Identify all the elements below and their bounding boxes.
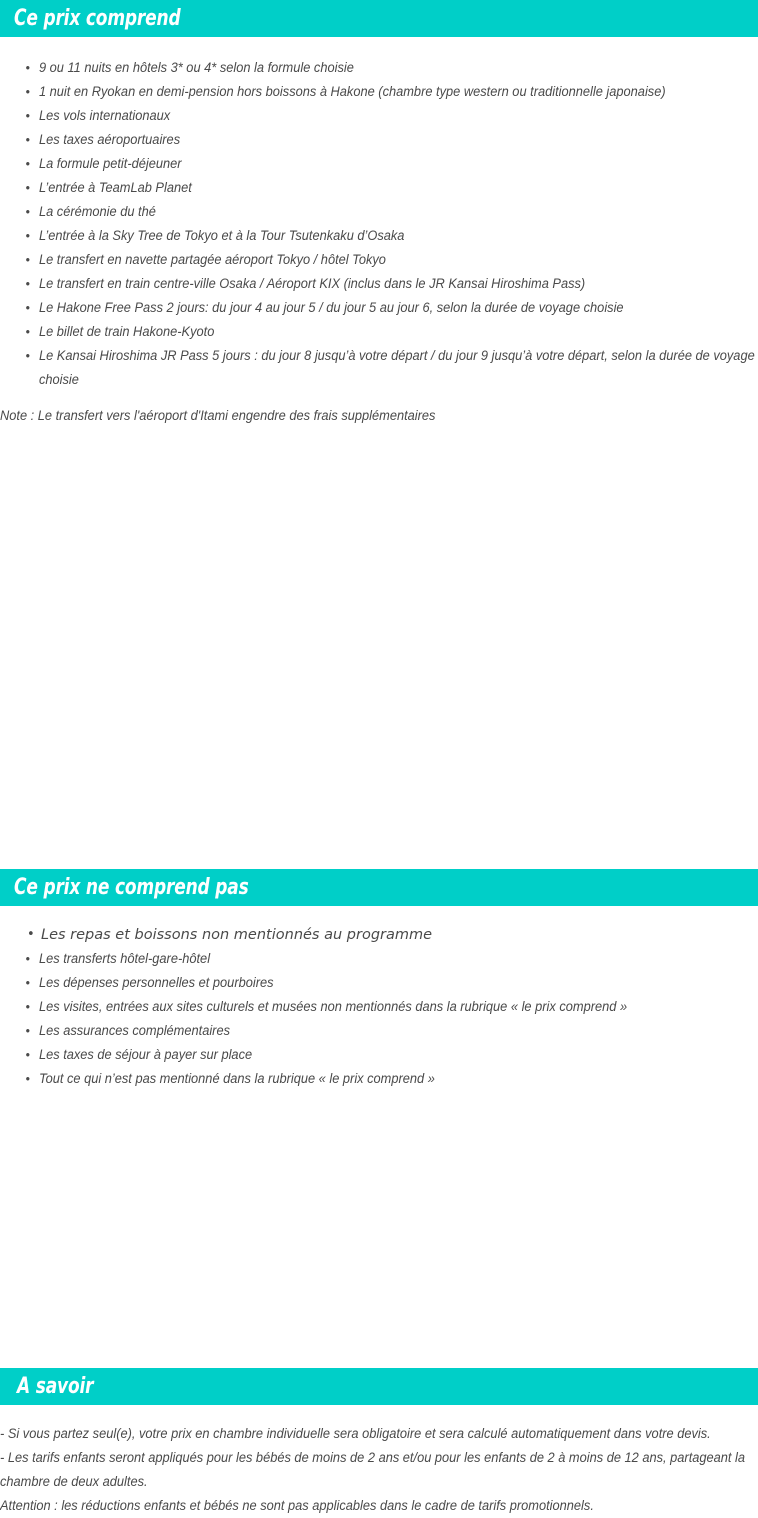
list-item: • Tout ce qui n’est pas mentionné dans la rubrique « le prix comprend » xyxy=(0,1067,758,1091)
list-item: • Les repas et boissons non mentionnés au programme xyxy=(0,923,758,947)
included-items-list xyxy=(0,56,758,392)
section-header-ce-prix-ne-comprend-pas xyxy=(0,869,758,906)
list-item: • Le transfert en navette partagée aéroport Tokyo / hôtel Tokyo xyxy=(0,248,758,272)
list-item: • 1 nuit en Ryokan en demi-pension hors boissons à Hakone (chambre type western ou traditionnelle japonaise) xyxy=(0,80,758,104)
section-header-ce-prix-comprend xyxy=(0,0,758,37)
list-item: • Les visites, entrées aux sites culturels et musées non mentionnés dans la rubrique « le prix comprend » xyxy=(0,995,758,1019)
included-note: Note : Le transfert vers l'aéroport d'Itami engendre des frais supplémentaires xyxy=(0,408,436,423)
section-body-ce-prix-ne-comprend-pas xyxy=(0,923,758,1091)
info-paragraph: Attention : les réductions enfants et bébés ne sont pas applicables dans le cadre de tarifs promotionnels. xyxy=(0,1498,594,1513)
section-title-a-savoir: A savoir xyxy=(17,1373,94,1399)
list-item: • La formule petit-déjeuner xyxy=(0,152,758,176)
section-body-a-savoir xyxy=(0,1422,758,1518)
list-item: • Les transferts hôtel-gare-hôtel xyxy=(0,947,758,971)
list-item: • Le Hakone Free Pass 2 jours: du jour 4 au jour 5 / du jour 5 au jour 6, selon la durée de voyage choisie xyxy=(0,296,758,320)
section-body-ce-prix-comprend xyxy=(0,56,758,428)
list-item: • Le Kansai Hiroshima JR Pass 5 jours : du jour 8 jusqu’à votre départ / du jour 9 jusqu’à votre départ, selon la durée de voyage choisie xyxy=(0,344,758,392)
list-item: • L’entrée à la Sky Tree de Tokyo et à la Tour Tsutenkaku d’Osaka xyxy=(0,224,758,248)
list-item: • L’entrée à TeamLab Planet xyxy=(0,176,758,200)
list-item: • Les assurances complémentaires xyxy=(0,1019,758,1043)
list-item: • Les vols internationaux xyxy=(0,104,758,128)
section-title-ce-prix-comprend: Ce prix comprend xyxy=(14,5,181,31)
list-item: • Le transfert en train centre-ville Osaka / Aéroport KIX (inclus dans le JR Kansai Hiroshima Pass) xyxy=(0,272,758,296)
list-item: • La cérémonie du thé xyxy=(0,200,758,224)
excluded-items-list xyxy=(0,923,758,1091)
section-title-ce-prix-ne-comprend-pas: Ce prix ne comprend pas xyxy=(14,874,249,900)
info-paragraph: - Si vous partez seul(e), votre prix en chambre individuelle sera obligatoire et sera calculé automatiquement dans votre devis. xyxy=(0,1426,711,1441)
list-item: • Le billet de train Hakone-Kyoto xyxy=(0,320,758,344)
list-item: • Les taxes de séjour à payer sur place xyxy=(0,1043,758,1067)
info-paragraph: - Les tarifs enfants seront appliqués pour les bébés de moins de 2 ans et/ou pour les enfants de 2 à moins de 12 ans, partageant la chambre de deux adultes. xyxy=(0,1450,746,1489)
list-item: • Les taxes aéroportuaires xyxy=(0,128,758,152)
list-item: • 9 ou 11 nuits en hôtels 3* ou 4* selon la formule choisie xyxy=(0,56,758,80)
list-item: • Les dépenses personnelles et pourboires xyxy=(0,971,758,995)
section-header-a-savoir xyxy=(0,1368,758,1405)
